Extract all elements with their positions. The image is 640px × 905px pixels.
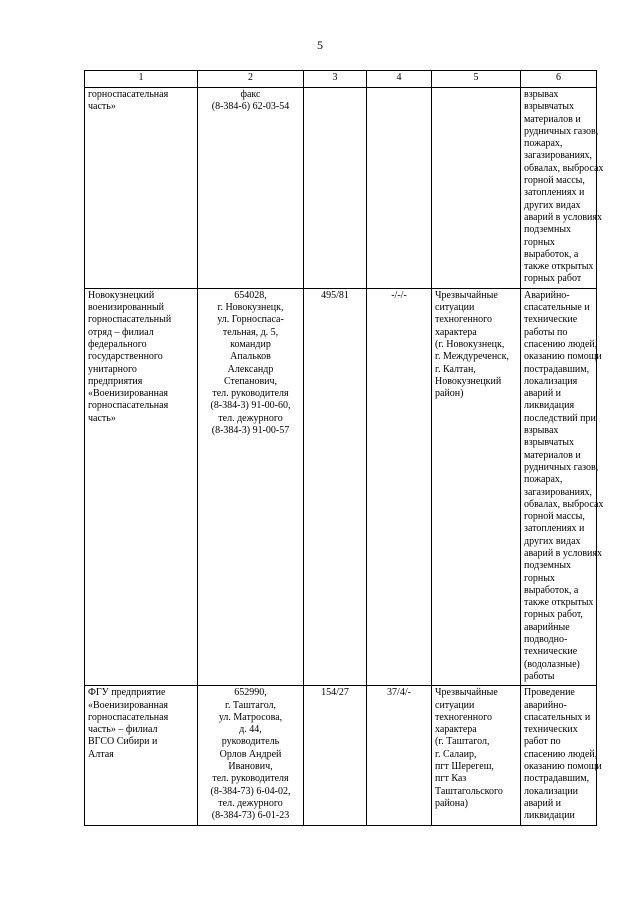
- cell-line: также открытых: [524, 597, 594, 609]
- cell-line: (8-384-6) 62-03-54: [211, 101, 290, 113]
- cell-line: д. 44,: [239, 724, 262, 736]
- cell-line: (8-384-73) 6-04-02,: [210, 785, 291, 797]
- cell-line: также открытых: [524, 261, 594, 273]
- cell-line: материалов и: [524, 449, 581, 461]
- cell-line: горных: [524, 572, 555, 584]
- cell-line: выработок, а: [524, 248, 579, 260]
- cell-line: спасению людей,: [524, 748, 598, 760]
- cell-line: подводно-: [524, 634, 568, 646]
- cell-line: 654028,: [234, 289, 267, 301]
- cell-line: ликвидации: [524, 810, 575, 822]
- cell-line: часть»: [88, 101, 116, 113]
- cell-line: Чрезвычайные: [435, 289, 498, 301]
- cell-line: взрывах: [524, 425, 559, 437]
- cell-line: рудничных газов,: [524, 125, 599, 137]
- cell-line: затоплениях и: [524, 187, 585, 199]
- cell-line: (8-384-3) 91-00-57: [211, 425, 290, 437]
- table-cell-col1: [85, 288, 198, 686]
- cell-line: горной массы,: [524, 175, 585, 187]
- cell-line: подземных: [524, 560, 572, 572]
- cell-line: тел. руководителя: [212, 388, 289, 400]
- table-cell-col2: [198, 88, 304, 289]
- page-number: 5: [317, 38, 323, 52]
- cell-line: работы по: [524, 326, 568, 338]
- cell-line: пгт Каз: [435, 773, 467, 785]
- cell-line: Таштагольского: [435, 785, 503, 797]
- cell-line: г. Салаир,: [435, 748, 477, 760]
- cell-line: часть»: [88, 412, 116, 424]
- cell-line: тел. дежурного: [218, 797, 283, 809]
- cell-line: горноспасательная: [88, 400, 169, 412]
- cell-line: выработок, а: [524, 584, 579, 596]
- cell-line: «Военизированная: [88, 388, 169, 400]
- cell-line: (8-384-3) 91-00-60,: [210, 400, 291, 412]
- cell-line: горных: [524, 236, 555, 248]
- cell-line: аварийно-: [524, 699, 567, 711]
- cell-line: ул. Матросова,: [218, 711, 283, 723]
- cell-line: техногенного: [435, 711, 492, 723]
- cell-line: «Военизированная: [88, 699, 169, 711]
- cell-line: Чрезвычайные: [435, 687, 498, 699]
- cell-line: горноспасательная: [88, 89, 169, 100]
- cell-text: 37/4/-: [387, 687, 411, 699]
- header-row: [85, 71, 597, 88]
- cell-line: Иванович,: [228, 761, 273, 773]
- cell-line: пострадавшим,: [524, 773, 590, 785]
- table-row: [85, 288, 597, 686]
- cell-line: взрывах: [524, 89, 559, 100]
- cell-line: спасению людей,: [524, 338, 598, 350]
- cell-line: г. Новокузнецк,: [217, 302, 284, 314]
- cell-line: технические: [524, 646, 578, 658]
- cell-line: унитарного: [88, 363, 137, 375]
- cell-line: предприятия: [88, 375, 143, 387]
- cell-line: взрывчатых: [524, 437, 575, 449]
- cell-line: загазированиях,: [524, 486, 593, 498]
- column-header: 5: [432, 71, 521, 88]
- table-cell-col2: [198, 686, 304, 825]
- cell-line: ситуации: [435, 699, 475, 711]
- cell-line: локализации: [524, 785, 579, 797]
- cell-line: горной массы,: [524, 511, 585, 523]
- table-cell-col6: [521, 288, 604, 686]
- cell-line: район): [435, 388, 464, 400]
- services-table: [84, 70, 604, 826]
- cell-line: Проведение: [524, 687, 575, 699]
- cell-line: спасательных и: [524, 711, 591, 723]
- cell-line: 652990,: [234, 687, 267, 699]
- column-header: 6: [521, 71, 597, 88]
- cell-line: руководитель: [221, 736, 280, 748]
- cell-line: аварий и: [524, 388, 562, 400]
- cell-text: 495/81: [321, 289, 349, 301]
- cell-line: горных работ,: [524, 609, 583, 621]
- column-header: 3: [304, 71, 367, 88]
- cell-line: района): [435, 797, 468, 809]
- column-header: 4: [367, 71, 432, 88]
- cell-line: тельная, д. 5,: [222, 326, 279, 338]
- cell-line: (водолазные): [524, 658, 580, 670]
- cell-line: аварий и: [524, 797, 562, 809]
- cell-line: часть» – филиал: [88, 724, 158, 736]
- cell-line: техногенного: [435, 314, 492, 326]
- cell-line: других видах: [524, 535, 581, 547]
- cell-line: г. Калтан,: [435, 363, 476, 375]
- cell-line: (г. Новокузнецк,: [435, 338, 505, 350]
- cell-line: пожарах,: [524, 474, 563, 486]
- table-cell-col2: [198, 288, 304, 686]
- table-cell-col5: [432, 288, 521, 686]
- cell-text: 154/27: [321, 687, 349, 699]
- table-cell-col1: [85, 88, 198, 289]
- cell-line: других видах: [524, 199, 581, 211]
- cell-line: пгт Шерегеш,: [435, 761, 494, 773]
- cell-line: Новокузнецкий: [435, 375, 502, 387]
- cell-line: ликвидация: [524, 400, 575, 412]
- cell-line: пожарах,: [524, 138, 563, 150]
- cell-line: затоплениях и: [524, 523, 585, 535]
- cell-line: ул. Горноспаса-: [217, 314, 284, 326]
- cell-line: Александр: [227, 363, 274, 375]
- column-header: 2: [198, 71, 304, 88]
- cell-line: характера: [435, 326, 477, 338]
- cell-line: технические: [524, 314, 578, 326]
- cell-line: г. Междуреченск,: [435, 351, 509, 363]
- cell-line: горноспасательный: [88, 314, 172, 326]
- cell-line: (8-384-73) 6-01-23: [211, 810, 290, 822]
- cell-line: Новокузнецкий: [88, 289, 155, 301]
- cell-line: военизированный: [88, 302, 165, 314]
- cell-line: материалов и: [524, 113, 581, 125]
- cell-line: федерального: [88, 338, 147, 350]
- cell-line: характера: [435, 724, 477, 736]
- cell-line: Степанович,: [223, 375, 278, 387]
- cell-line: факс: [240, 89, 261, 100]
- cell-line: обвалах, выбросах: [524, 162, 604, 174]
- cell-line: спасательные и: [524, 302, 590, 314]
- table-cell-col4: [367, 88, 432, 289]
- cell-line: подземных: [524, 224, 572, 236]
- cell-line: тел. руководителя: [212, 773, 289, 785]
- cell-line: г. Таштагол,: [224, 699, 277, 711]
- cell-line: работ по: [524, 736, 561, 748]
- cell-line: горноспасательная: [88, 711, 169, 723]
- table-cell-col6: [521, 686, 602, 825]
- table-cell-col5: [432, 686, 521, 825]
- cell-line: оказанию помощи: [524, 761, 602, 773]
- cell-line: тел. дежурного: [218, 412, 283, 424]
- cell-line: загазированиях,: [524, 150, 593, 162]
- table-cell-col3: [304, 686, 367, 825]
- cell-line: Орлов Андрей: [219, 748, 282, 760]
- table-cell-col3: [304, 88, 367, 289]
- table-cell-col6: [521, 88, 604, 289]
- cell-line: ФГУ предприятие: [88, 687, 166, 699]
- cell-line: Аварийно-: [524, 289, 570, 301]
- table-cell-col4: [367, 686, 432, 825]
- cell-line: пострадавшим,: [524, 363, 590, 375]
- cell-line: ВГСО Сибири и: [88, 736, 158, 748]
- cell-line: аварий в условиях: [524, 211, 602, 223]
- table-row: [85, 88, 597, 289]
- cell-line: государственного: [88, 351, 163, 363]
- table-row: [85, 686, 597, 825]
- cell-line: Алтая: [88, 748, 114, 760]
- table-cell-col5: [432, 88, 521, 289]
- cell-line: командир: [230, 338, 271, 350]
- cell-line: локализация: [524, 375, 578, 387]
- table-cell-col4: [367, 288, 432, 686]
- table-cell-col3: [304, 288, 367, 686]
- cell-line: аварийные: [524, 621, 570, 633]
- cell-line: технических: [524, 724, 578, 736]
- cell-line: горных работ: [524, 273, 582, 285]
- cell-line: (г. Таштагол,: [435, 736, 490, 748]
- cell-line: взрывчатых: [524, 101, 575, 113]
- cell-text: -/-/-: [391, 289, 407, 301]
- cell-line: обвалах, выбросах: [524, 498, 604, 510]
- cell-line: отряд – филиал: [88, 326, 154, 338]
- cell-line: рудничных газов,: [524, 461, 599, 473]
- cell-line: ситуации: [435, 302, 475, 314]
- table-cell-col1: [85, 686, 198, 825]
- column-header: 1: [85, 71, 198, 88]
- cell-line: аварий в условиях: [524, 547, 602, 559]
- cell-line: оказанию помощи: [524, 351, 602, 363]
- cell-line: Апальков: [230, 351, 271, 363]
- cell-line: последствий при: [524, 412, 596, 424]
- cell-line: работы: [524, 670, 555, 682]
